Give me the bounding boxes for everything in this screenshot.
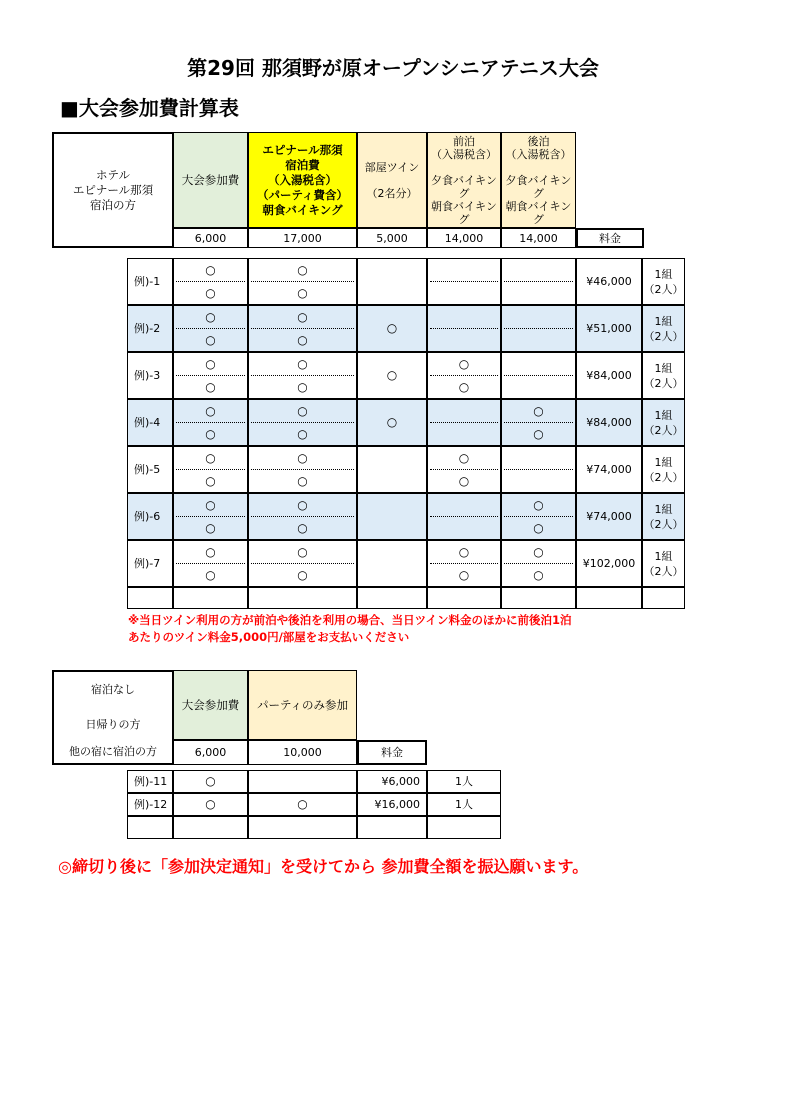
circle-mark: ○ <box>205 450 216 465</box>
circle-mark <box>427 259 501 281</box>
circle-mark <box>501 259 576 281</box>
circle-mark: ○ <box>173 793 248 816</box>
dotted-divider <box>176 469 245 470</box>
circle-mark <box>501 470 576 492</box>
circle-mark: ○ <box>297 426 308 441</box>
circle-mark: ○ <box>297 473 308 488</box>
example-fee: ¥84,000 <box>576 399 642 446</box>
circle-mark: ○ <box>297 544 308 559</box>
price-col-3: 5,000 <box>357 228 427 248</box>
circle-mark <box>501 306 576 328</box>
circle-mark <box>427 517 501 539</box>
circle-mark <box>501 447 576 469</box>
empty-cell <box>427 816 501 839</box>
circle-mark: ○ <box>173 770 248 793</box>
day-example-group: 1人 <box>427 770 501 793</box>
circle-mark <box>501 329 576 351</box>
circle-mark: ○ <box>386 321 398 335</box>
dotted-divider <box>504 469 573 470</box>
dotted-divider <box>430 516 498 517</box>
header-col-3: 部屋ツイン （2名分） <box>357 132 427 228</box>
dotted-divider <box>176 328 245 329</box>
example-label: 例)-3 <box>127 352 173 399</box>
empty-cell <box>642 587 685 609</box>
header-col-1: 大会参加費 <box>173 132 248 228</box>
dotted-divider <box>504 375 573 376</box>
example-fee: ¥74,000 <box>576 493 642 540</box>
row-header-day-1: 宿泊なし <box>91 682 135 696</box>
dotted-divider <box>176 422 245 423</box>
circle-mark: ○ <box>205 567 216 582</box>
circle-mark <box>427 494 501 516</box>
day-header-col-1: 大会参加費 <box>173 670 248 740</box>
example-label: 例)-6 <box>127 493 173 540</box>
example-group: 1組 （2人） <box>642 493 685 540</box>
empty-cell <box>248 587 357 609</box>
circle-mark: ○ <box>205 262 216 277</box>
circle-mark: ○ <box>386 368 398 382</box>
circle-mark <box>501 376 576 398</box>
dotted-divider <box>430 281 498 282</box>
row-header-hotel: ホテル エピナール那須 宿泊の方 <box>52 132 174 248</box>
dotted-divider <box>251 328 354 329</box>
circle-mark: ○ <box>205 285 216 300</box>
empty-cell <box>427 587 501 609</box>
dotted-divider <box>176 375 245 376</box>
empty-cell <box>357 816 427 839</box>
day-example-label: 例)-12 <box>127 793 173 816</box>
example-label: 例)-5 <box>127 446 173 493</box>
circle-mark: ○ <box>533 426 544 441</box>
circle-mark: ○ <box>297 332 308 347</box>
day-price-col-2: 10,000 <box>248 740 357 765</box>
circle-mark: ○ <box>458 567 470 582</box>
dotted-divider <box>504 563 573 564</box>
day-example-fee: ¥16,000 <box>357 793 427 816</box>
dotted-divider <box>251 281 354 282</box>
circle-mark: ○ <box>297 262 308 277</box>
circle-mark: ○ <box>297 379 308 394</box>
example-fee: ¥46,000 <box>576 258 642 305</box>
dotted-divider <box>430 422 498 423</box>
day-example-fee: ¥6,000 <box>357 770 427 793</box>
empty-cell <box>127 587 173 609</box>
example-label: 例)-7 <box>127 540 173 587</box>
empty-cell <box>248 816 357 839</box>
dotted-divider <box>176 516 245 517</box>
example-label: 例)-4 <box>127 399 173 446</box>
circle-mark <box>427 306 501 328</box>
day-fee-label: 料金 <box>357 740 427 765</box>
circle-mark: ○ <box>458 379 470 394</box>
circle-mark: ○ <box>297 309 308 324</box>
circle-mark <box>427 329 501 351</box>
circle-mark: ○ <box>205 332 216 347</box>
empty-cell <box>127 816 173 839</box>
circle-mark: ○ <box>297 285 308 300</box>
dotted-divider <box>251 469 354 470</box>
circle-mark: ○ <box>533 567 544 582</box>
circle-mark: ○ <box>205 309 216 324</box>
dotted-divider <box>430 563 498 564</box>
circle-mark: ○ <box>533 497 544 512</box>
circle-mark: ○ <box>205 426 216 441</box>
dotted-divider <box>251 375 354 376</box>
fee-label: 料金 <box>576 228 644 248</box>
example-cell <box>357 540 427 587</box>
section-title: ■大会参加費計算表 <box>60 96 239 120</box>
circle-mark: ○ <box>297 567 308 582</box>
example-fee: ¥102,000 <box>576 540 642 587</box>
dotted-divider <box>504 328 573 329</box>
circle-mark: ○ <box>205 356 216 371</box>
example-fee: ¥51,000 <box>576 305 642 352</box>
dotted-divider <box>504 281 573 282</box>
dotted-divider <box>430 469 498 470</box>
circle-mark: ○ <box>205 473 216 488</box>
circle-mark <box>427 400 501 422</box>
example-cell <box>357 446 427 493</box>
example-fee: ¥74,000 <box>576 446 642 493</box>
day-example-label: 例)-11 <box>127 770 173 793</box>
circle-mark: ○ <box>458 356 470 371</box>
day-price-col-1: 6,000 <box>173 740 248 765</box>
dotted-divider <box>251 516 354 517</box>
circle-mark <box>248 770 357 793</box>
price-col-4: 14,000 <box>427 228 501 248</box>
example-group: 1組 （2人） <box>642 399 685 446</box>
dotted-divider <box>504 422 573 423</box>
header-col-2: エピナール那須 宿泊費 （入湯税含） （パーティ費含） 朝食バイキング <box>248 132 357 228</box>
dotted-divider <box>430 375 498 376</box>
price-col-2: 17,000 <box>248 228 357 248</box>
empty-cell <box>576 587 642 609</box>
circle-mark <box>427 423 501 445</box>
circle-mark: ○ <box>458 544 470 559</box>
circle-mark: ○ <box>386 415 398 429</box>
circle-mark: ○ <box>205 544 216 559</box>
circle-mark <box>427 282 501 304</box>
example-cell <box>357 493 427 540</box>
circle-mark: ○ <box>205 520 216 535</box>
payment-notice: ◎締切り後に「参加決定通知」を受けてから 参加費全額を振込願います。 <box>58 857 589 876</box>
circle-mark: ○ <box>297 520 308 535</box>
circle-mark: ○ <box>533 544 544 559</box>
dotted-divider <box>504 516 573 517</box>
circle-mark: ○ <box>297 356 308 371</box>
circle-mark: ○ <box>533 520 544 535</box>
example-group: 1組 （2人） <box>642 305 685 352</box>
dotted-divider <box>251 422 354 423</box>
circle-mark: ○ <box>248 793 357 816</box>
dotted-divider <box>251 563 354 564</box>
day-header-col-2: パーティのみ参加 <box>248 670 357 740</box>
dotted-divider <box>176 563 245 564</box>
empty-cell <box>357 587 427 609</box>
circle-mark <box>501 282 576 304</box>
empty-cell <box>173 816 248 839</box>
price-col-5: 14,000 <box>501 228 576 248</box>
page-title: 第29回 那須野が原オープンシニアテニス大会 <box>187 56 599 80</box>
example-label: 例)-1 <box>127 258 173 305</box>
circle-mark: ○ <box>458 473 470 488</box>
dotted-divider <box>430 328 498 329</box>
circle-mark: ○ <box>297 450 308 465</box>
circle-mark: ○ <box>205 497 216 512</box>
header-col-5: 後泊 （入湯税含） 夕食バイキング 朝食バイキング <box>501 132 576 228</box>
circle-mark <box>501 353 576 375</box>
row-header-day-2: 日帰りの方 <box>85 717 141 731</box>
example-cell <box>357 258 427 305</box>
circle-mark: ○ <box>205 379 216 394</box>
circle-mark: ○ <box>297 497 308 512</box>
circle-mark: ○ <box>297 403 308 418</box>
header-col-4: 前泊 （入湯税含） 夕食バイキング 朝食バイキング <box>427 132 501 228</box>
circle-mark: ○ <box>458 450 470 465</box>
example-group: 1組 （2人） <box>642 540 685 587</box>
example-group: 1組 （2人） <box>642 352 685 399</box>
example-label: 例)-2 <box>127 305 173 352</box>
day-example-group: 1人 <box>427 793 501 816</box>
empty-cell <box>173 587 248 609</box>
circle-mark: ○ <box>533 403 544 418</box>
row-header-day-3: 他の宿に宿泊の方 <box>69 744 157 758</box>
empty-cell <box>501 587 576 609</box>
example-group: 1組 （2人） <box>642 258 685 305</box>
price-col-1: 6,000 <box>173 228 248 248</box>
twin-note: ※当日ツイン利用の方が前泊や後泊を利用の場合、当日ツイン料金のほかに前後泊1泊 あたりのツイン料金5,000円/部屋をお支払いください <box>128 613 572 644</box>
example-fee: ¥84,000 <box>576 352 642 399</box>
dotted-divider <box>176 281 245 282</box>
circle-mark: ○ <box>205 403 216 418</box>
example-group: 1組 （2人） <box>642 446 685 493</box>
